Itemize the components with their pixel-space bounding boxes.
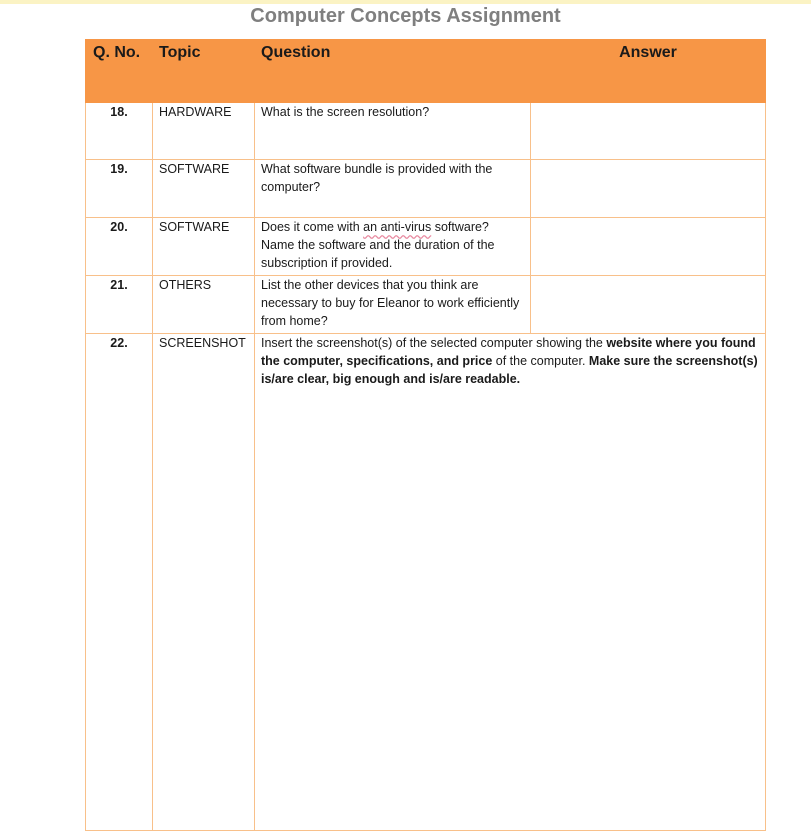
assignment-table [85, 39, 766, 831]
answer-cell[interactable] [531, 103, 766, 160]
question-number: 22. [86, 334, 153, 831]
header-topic: Topic [153, 40, 255, 103]
screenshot-answer-area[interactable] [255, 334, 766, 831]
question-number: 19. [86, 160, 153, 218]
question-number: 20. [86, 218, 153, 276]
question-topic: SCREENSHOT [153, 334, 255, 831]
question-text: What software bundle is provided with the computer? [255, 160, 531, 218]
question-text-part: Insert the screenshot(s) of the selected computer showing the [261, 336, 607, 350]
page-top-rule [0, 0, 811, 4]
table-row [86, 276, 766, 334]
answer-cell[interactable] [531, 276, 766, 334]
question-text [255, 218, 531, 276]
question-text-emphasis: website where you found the computer, specifications, and price [261, 336, 756, 368]
answer-cell[interactable] [531, 160, 766, 218]
table-header-row [86, 40, 766, 103]
question-text-part: Does it come with [261, 220, 364, 234]
question-text-emphasis: Make sure the screenshot(s) is/are clear, big enough and is/are readable. [261, 354, 758, 386]
answer-cell[interactable] [531, 218, 766, 276]
question-number: 21. [86, 276, 153, 334]
question-topic: OTHERS [153, 276, 255, 334]
question-topic: HARDWARE [153, 103, 255, 160]
question-text: List the other devices that you think are necessary to buy for Eleanor to work efficiently from home? [255, 276, 531, 334]
header-question: Question [255, 40, 531, 103]
table-row [86, 334, 766, 831]
question-number: 18. [86, 103, 153, 160]
question-text-part: of the computer. [492, 354, 589, 368]
question-topic: SOFTWARE [153, 160, 255, 218]
document-title: Computer Concepts Assignment [250, 5, 561, 27]
table-row [86, 103, 766, 160]
question-topic: SOFTWARE [153, 218, 255, 276]
header-answer: Answer [531, 40, 766, 103]
header-question-number: Q. No. [86, 40, 153, 103]
table-row [86, 160, 766, 218]
spellcheck-flagged-text[interactable]: an anti-virus [363, 220, 432, 234]
question-text: What is the screen resolution? [255, 103, 531, 160]
table-row [86, 218, 766, 276]
question-text-part: software? Name the software and the duration of the subscription if provided. [261, 220, 495, 270]
